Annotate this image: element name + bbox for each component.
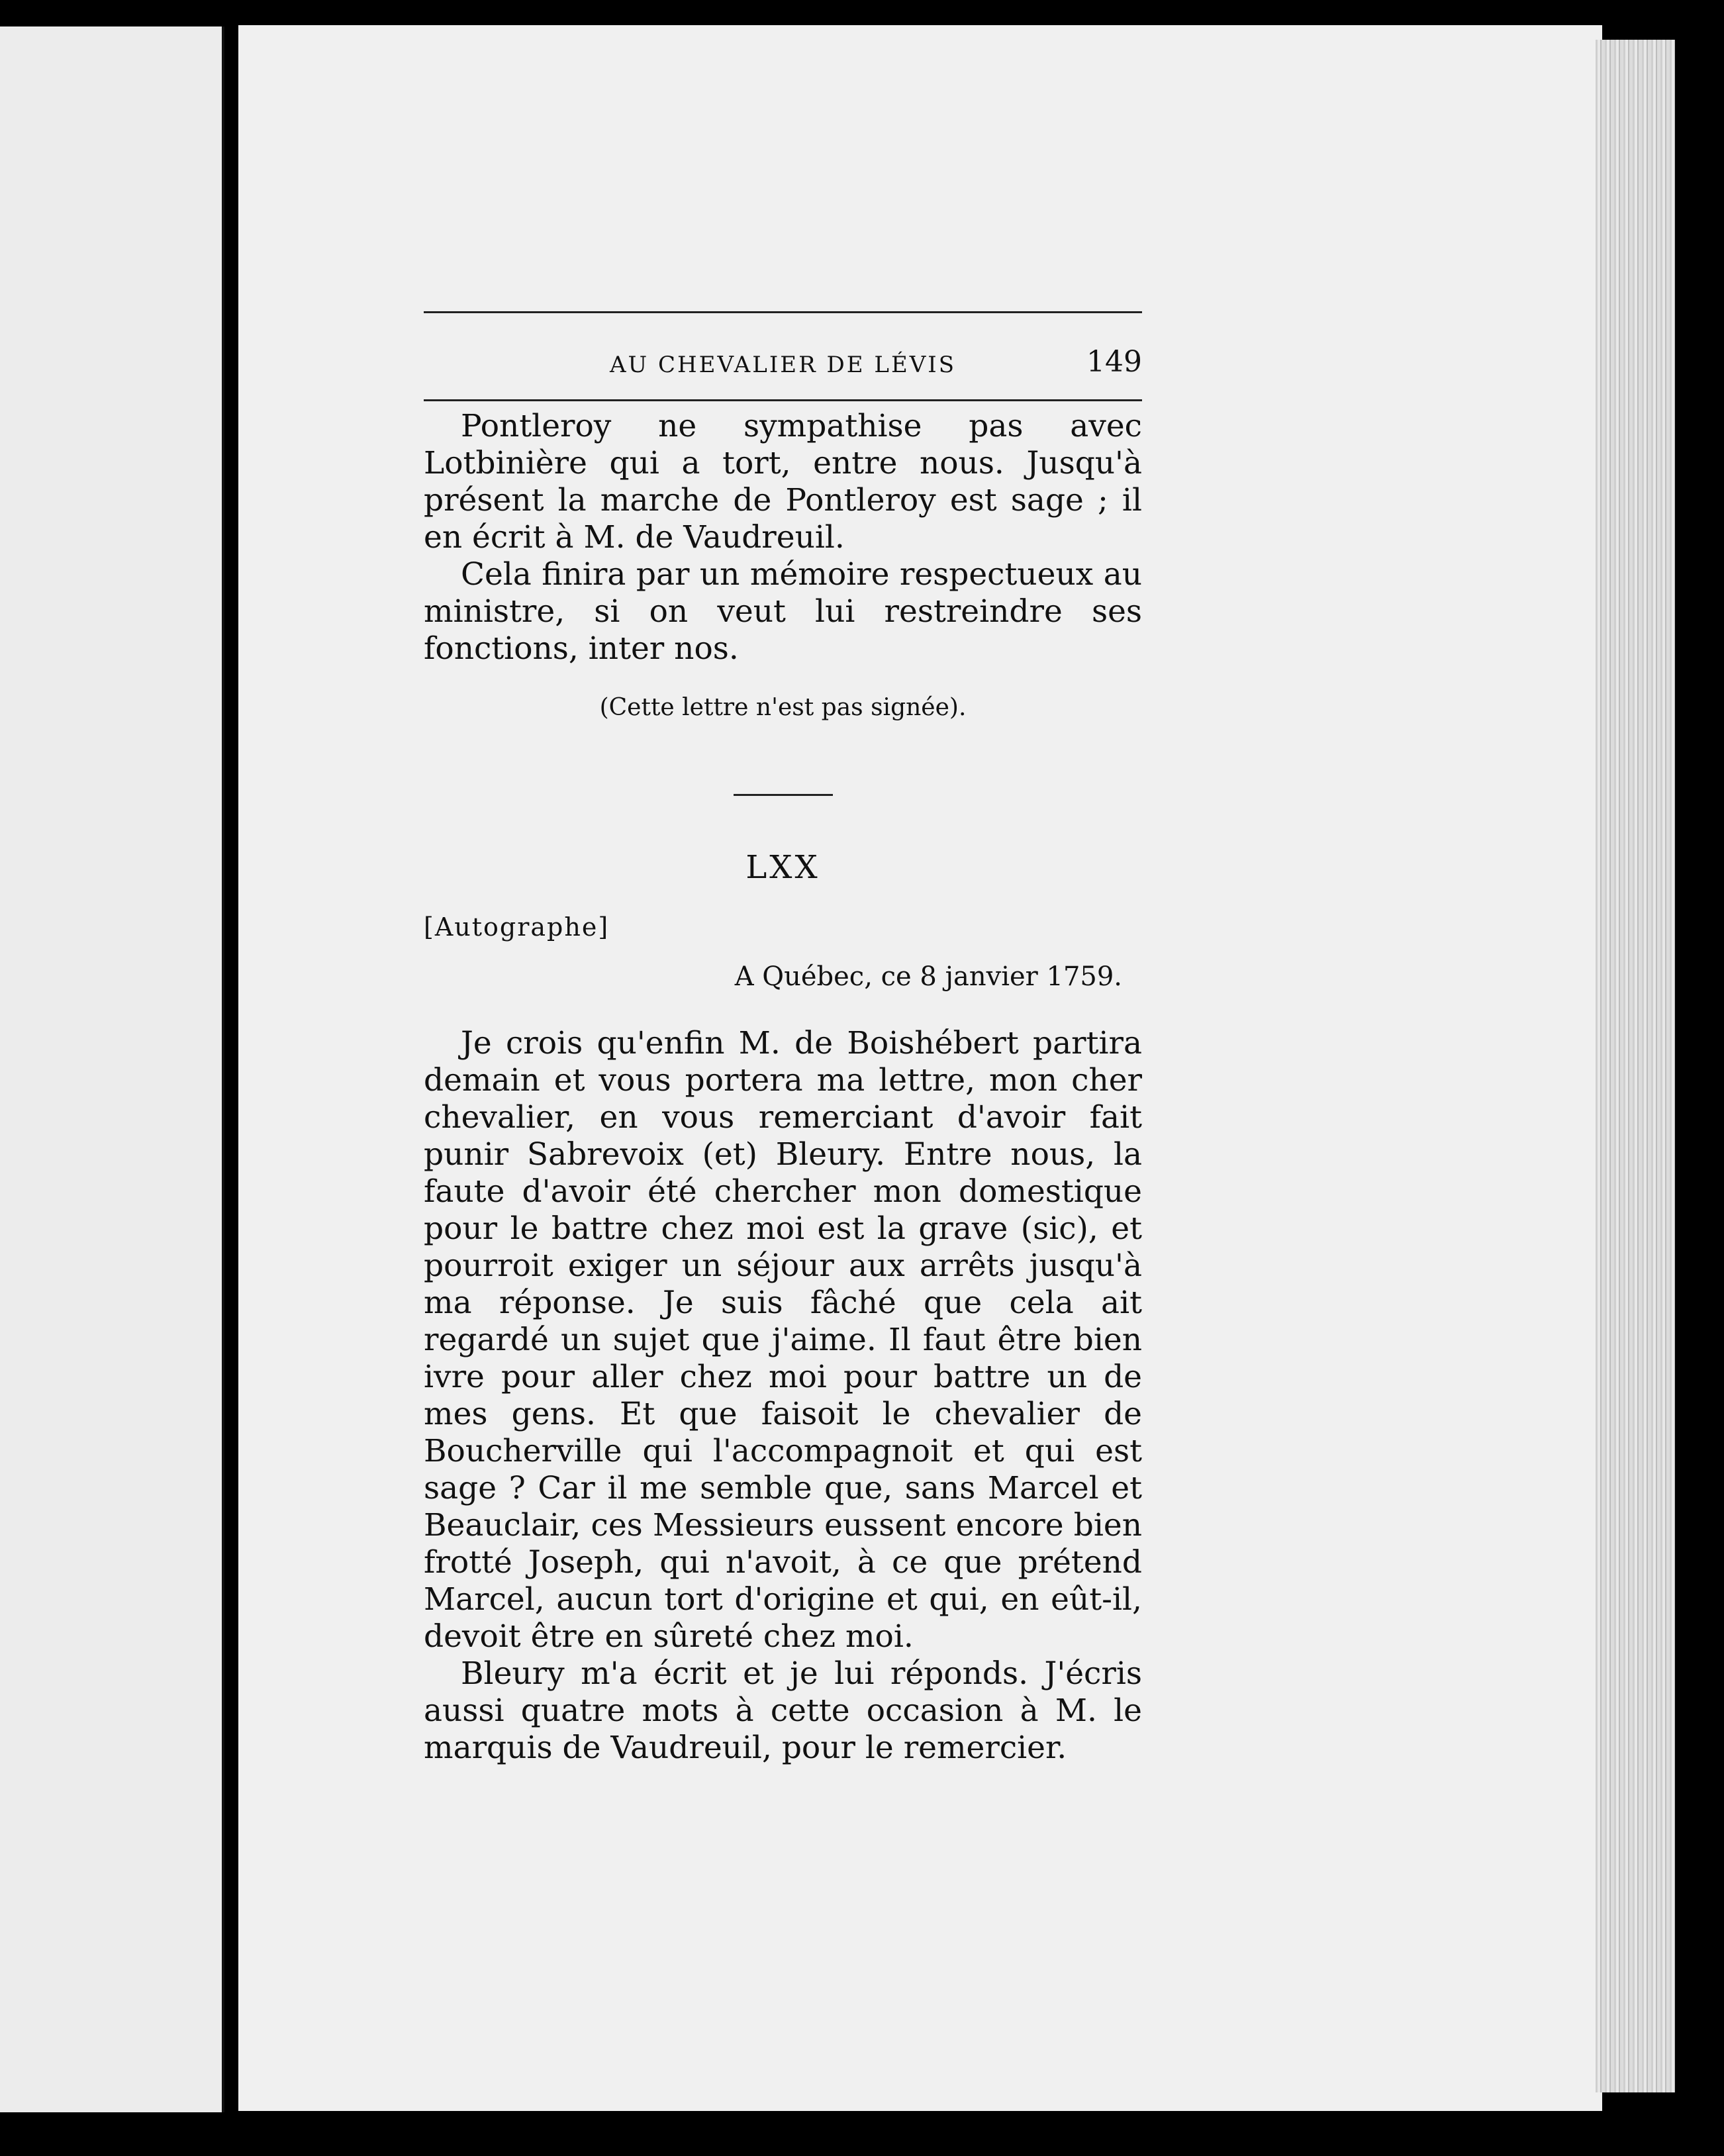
dateline: A Québec, ce 8 janvier 1759. (734, 961, 1122, 992)
page-number: 149 (1086, 345, 1142, 379)
page-stack-edges (1596, 40, 1675, 2092)
section-separator (734, 794, 833, 796)
page-content (424, 311, 1142, 1767)
letter-number: LXX (745, 849, 820, 886)
page-header (424, 313, 1142, 399)
signature-note: (Cette lettre n'est pas signée). (599, 694, 967, 721)
continued-paragraph: Cela finira par un mémoire respectueux au ministre, si on veut lui restreindre ses fonctions, inter nos. (424, 556, 1142, 667)
facing-page-edge (0, 26, 224, 2112)
letter-paragraph: Je crois qu'enfin M. de Boishébert partira demain et vous portera ma lettre, mon cher chevalier, en vous remerciant d'avoir fait punir Sabrevoix (et) Bleury. Entre nous, la faute d'avoir été chercher mon domestique pour le battre chez moi est la grave (sic), et pourroit exiger un séjour aux arrêts jusqu'à ma réponse. Je suis fâché que cela ait regardé un sujet que j'aime. Il faut être bien ivre pour aller chez moi pour battre un de mes gens. Et que faisoit le chevalier de Boucherville qui l'accompagnoit et qui est sage ? Car il me semble que, sans Marcel et Beauclair, ces Messieurs eussent encore bien frotté Joseph, qui n'avoit, à ce que prétend Marcel, aucun tort d'origine et qui, en eût-il, devoit être en sûreté chez moi. (424, 1025, 1142, 1655)
letter-paragraph: Bleury m'a écrit et je lui réponds. J'écris aussi quatre mots à cette occasion à M. le marquis de Vaudreuil, pour le remercier. (424, 1655, 1142, 1766)
source-label: [Autographe] (424, 912, 610, 942)
continued-paragraph: Pontleroy ne sympathise pas avec Lotbinière qui a tort, entre nous. Jusqu'à présent la marche de Pontleroy est sage ; il en écrit à M. de Vaudreuil. (424, 408, 1142, 556)
running-head: AU CHEVALIER DE LÉVIS (609, 352, 957, 378)
